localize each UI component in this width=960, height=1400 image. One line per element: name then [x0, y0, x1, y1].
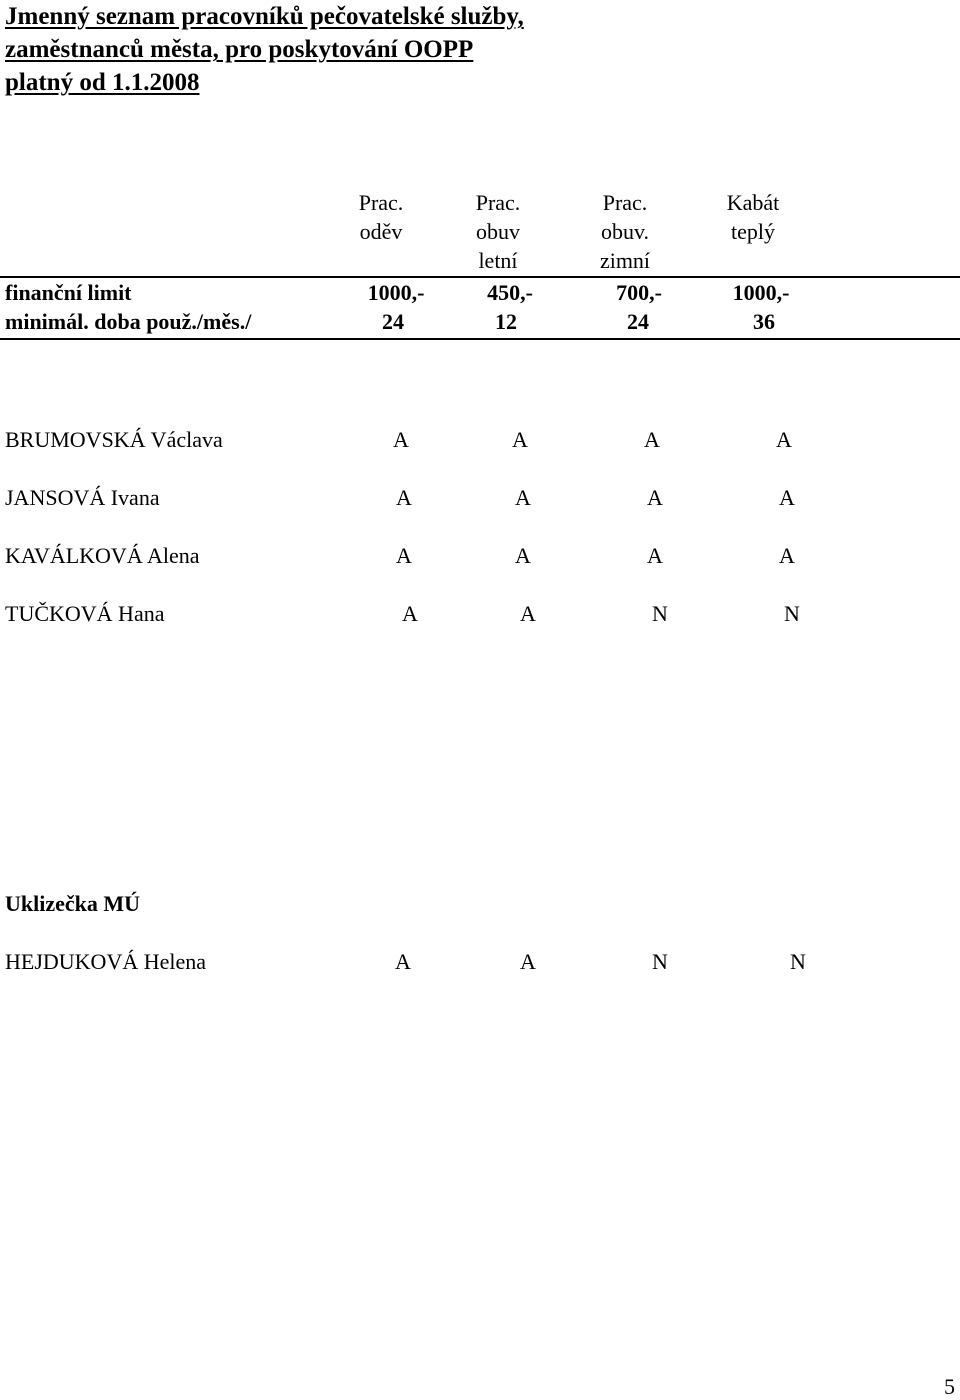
minimum-duration-value: 24	[382, 309, 404, 334]
employee-name: KAVÁLKOVÁ Alena	[5, 543, 200, 568]
financial-limit-value: 450,-	[487, 280, 533, 305]
column-header-prac-odev: Prac. oděv	[358, 190, 404, 244]
title-line-1: Jmenný seznam pracovníků pečovatelské služby,	[5, 3, 524, 30]
employee-value: A	[393, 427, 409, 452]
employee-value: A	[402, 601, 418, 626]
employee-value: A	[776, 427, 792, 452]
header-rule-bottom	[0, 338, 960, 340]
column-header-prac-obuv-letni: Prac. obuv letní	[475, 190, 521, 273]
financial-limit-value: 700,-	[616, 280, 662, 305]
employee-value: A	[515, 485, 531, 510]
employee-value: A	[512, 427, 528, 452]
employee-value: A	[396, 485, 412, 510]
section-heading-cleaner: Uklizečka MÚ	[5, 891, 141, 916]
title-line-2: zaměstnanců města, pro poskytování OOPP	[5, 36, 474, 63]
header-rule-top	[0, 276, 960, 278]
column-header-prac-obuv-zimni: Prac. obuv. zimní	[599, 190, 651, 273]
page-number: 5	[944, 1374, 955, 1399]
title-line-3: platný od 1.1.2008	[5, 69, 200, 96]
minimum-duration-value: 36	[753, 309, 775, 334]
employee-value: A	[396, 543, 412, 568]
employee-value: A	[779, 485, 795, 510]
financial-limit-label: finanční limit	[5, 280, 132, 305]
employee-name: BRUMOVSKÁ Václava	[5, 427, 223, 452]
minimum-duration-value: 24	[627, 309, 649, 334]
minimum-duration-label: minimál. doba použ./měs./	[5, 309, 252, 334]
employee-value: A	[647, 485, 663, 510]
column-header-kabat-teply: Kabát teplý	[726, 190, 780, 244]
employee-value: A	[520, 949, 536, 974]
financial-limit-value: 1000,-	[732, 280, 790, 305]
employee-name: JANSOVÁ Ivana	[5, 485, 160, 510]
employee-name: TUČKOVÁ Hana	[5, 601, 165, 626]
employee-value: A	[520, 601, 536, 626]
financial-limit-value: 1000,-	[367, 280, 425, 305]
employee-value: N	[652, 949, 668, 974]
employee-value: N	[784, 601, 800, 626]
employee-name: HEJDUKOVÁ Helena	[5, 949, 207, 974]
employee-value: N	[790, 949, 806, 974]
document-title	[5, 0, 524, 99]
employee-value: A	[779, 543, 795, 568]
employee-value: A	[395, 949, 411, 974]
employee-value: N	[652, 601, 668, 626]
employee-value: A	[647, 543, 663, 568]
minimum-duration-value: 12	[495, 309, 517, 334]
employee-value: A	[644, 427, 660, 452]
employee-value: A	[515, 543, 531, 568]
